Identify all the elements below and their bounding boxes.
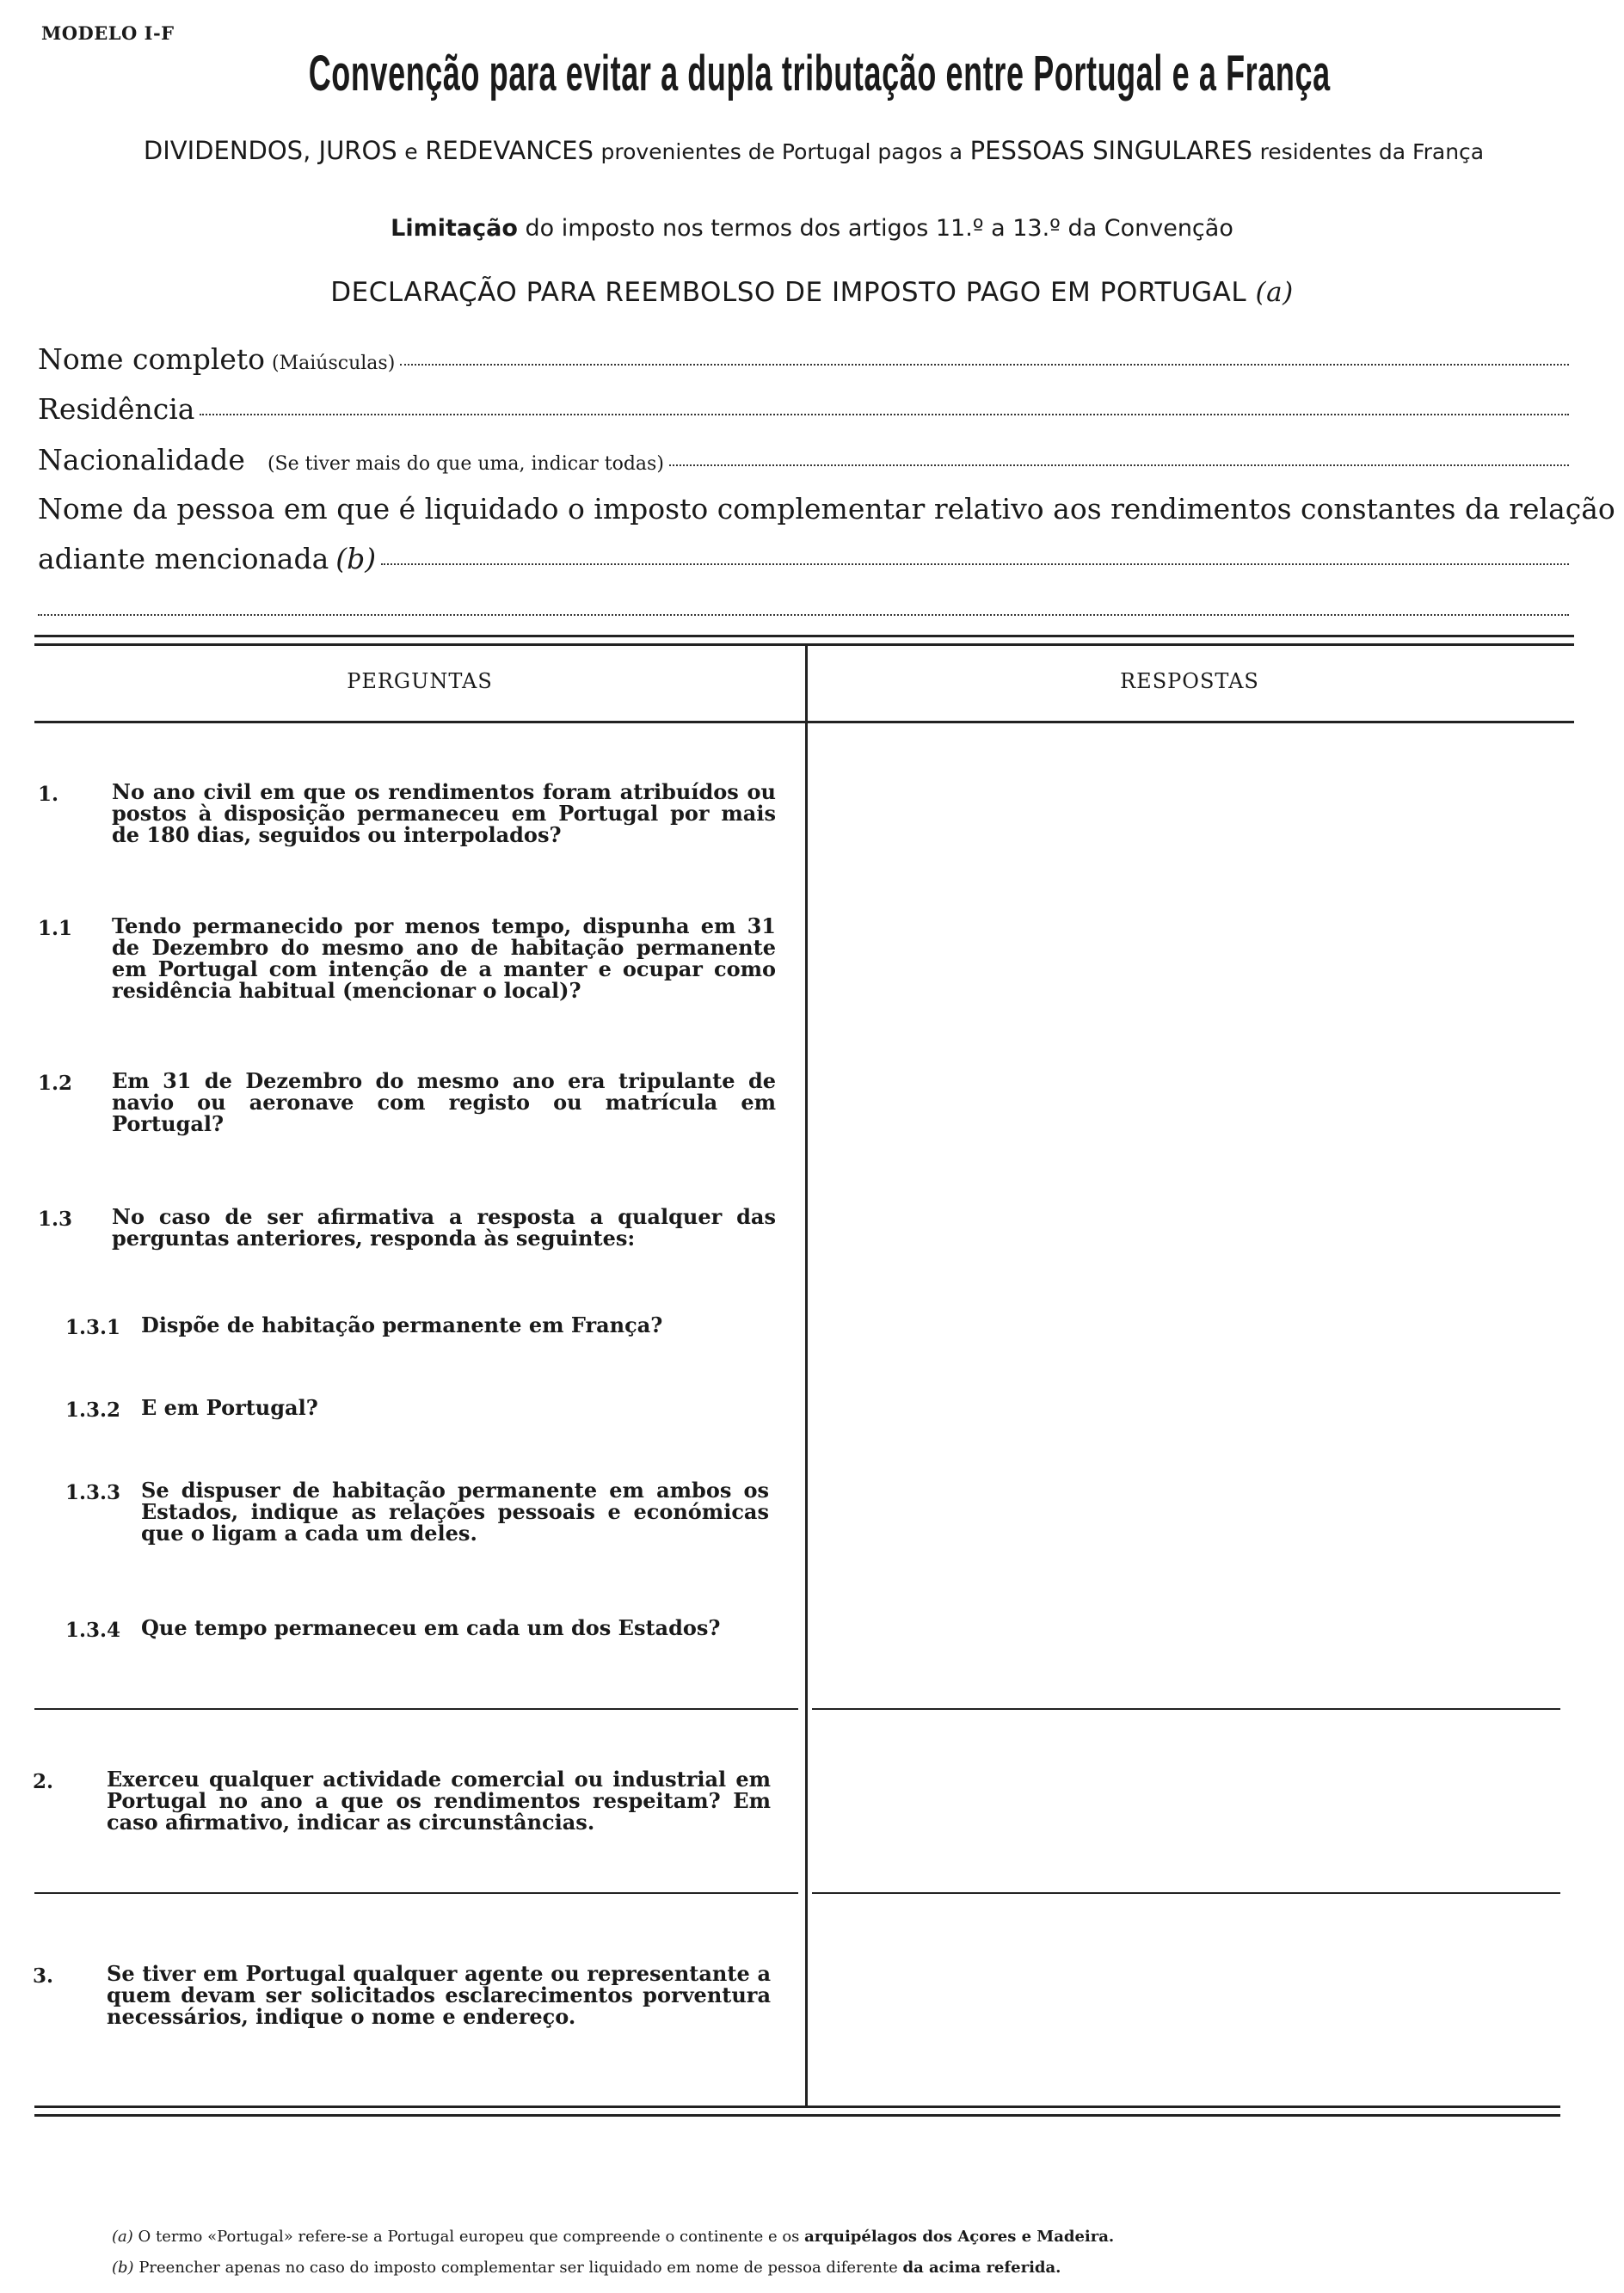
question-number: 1.3 [38, 1208, 73, 1231]
field-liquidated-person-input-line[interactable] [381, 563, 1569, 565]
question-text: Exerceu qualquer actividade comercial ou industrial em Portugal no ano a que os rendimentos respeitam? Em caso afirmativo, indicar as circunstâncias. [107, 1767, 771, 1835]
footnote-b-mark: (b) [112, 2259, 134, 2277]
field-residence-label: Residência [38, 392, 195, 426]
field-full-name-label: Nome completo [38, 342, 266, 376]
document-subtitle [34, 136, 1593, 165]
footnote-b-text: Preencher apenas no caso do imposto complementar ser liquidado em nome de pessoa diferente [138, 2259, 898, 2277]
field-nationality-note: (Se tiver mais do que uma, indicar todas) [267, 453, 664, 475]
question-number: 1.2 [38, 1072, 73, 1095]
field-liquidated-person-label: Nome da pessoa em que é liquidado o imposto complementar relativo aos rendimentos constantes da relação [38, 492, 1615, 526]
document-title: Convenção para evitar a dupla tributação entre Portugal e a França [308, 46, 1331, 101]
footnote-b-bold: da acima referida. [902, 2259, 1061, 2277]
question-text: Dispõe de habitação permanente em França? [141, 1312, 663, 1337]
question-text: No caso de ser afirmativa a resposta a qualquer das perguntas anteriores, responda às seguintes: [112, 1204, 776, 1251]
subtitle-connector: e [404, 139, 418, 164]
question-number: 1. [38, 783, 59, 806]
table-column-divider [805, 645, 808, 2107]
footnote-a-mark: (a) [112, 2228, 133, 2246]
subtitle-persons: PESSOAS SINGULARES [969, 136, 1252, 165]
question-number: 3. [33, 1964, 54, 1988]
field-nationality[interactable] [38, 443, 1569, 476]
answer-area-section-2[interactable] [812, 1713, 1560, 1889]
section-rule [34, 1892, 798, 1894]
section-rule [34, 1708, 798, 1710]
field-residence[interactable] [38, 392, 1569, 426]
answer-area-section-3[interactable] [812, 1897, 1560, 2100]
table-top-rule [34, 635, 1574, 637]
table-top-rule-2 [34, 643, 1574, 646]
column-header-questions: PERGUNTAS [347, 669, 493, 693]
question-number: 1.3.3 [65, 1481, 121, 1504]
limitation-bold: Limitação [391, 215, 518, 242]
subtitle-income-types: DIVIDENDOS, JUROS [143, 136, 397, 165]
field-liquidated-person-note: (b) [335, 542, 377, 575]
question-number: 1.3.4 [65, 1619, 121, 1642]
question-text: Tendo permanecido por menos tempo, dispunha em 31 de Dezembro do mesmo ano de habitação permanente em Portugal com intenção de a manter e ocupar como residência habitual (mencionar o local)? [112, 913, 776, 1003]
footnote-a-text: O termo «Portugal» refere-se a Portugal europeu que compreende o continente e os [138, 2228, 800, 2246]
field-full-name[interactable] [38, 342, 1569, 376]
limitation-text: do imposto nos termos dos artigos 11.º a 13.º da Convenção [525, 215, 1233, 242]
column-header-answers: RESPOSTAS [1120, 669, 1259, 693]
section-rule [812, 1892, 1560, 1894]
table-bottom-rule-2 [34, 2114, 1560, 2117]
declaration-heading [0, 277, 1624, 308]
footnote-b [112, 2259, 1061, 2277]
subtitle-residence: residentes da França [1259, 139, 1485, 164]
field-liquidated-person-label2: adiante mencionada [38, 542, 329, 575]
answer-area-section-1[interactable] [812, 728, 1560, 1705]
question-text: Em 31 de Dezembro do mesmo ano era tripulante de navio ou aeronave com registo ou matrícula em Portugal? [112, 1068, 776, 1136]
declaration-text: DECLARAÇÃO PARA REEMBOLSO DE IMPOSTO PAGO EM PORTUGAL [330, 277, 1247, 308]
field-extra-input-line[interactable] [38, 593, 1569, 616]
subtitle-royalties: REDEVANCES [425, 136, 594, 165]
table-bottom-rule [34, 2106, 1560, 2108]
limitation-line [0, 215, 1624, 242]
table-header-rule [34, 721, 1574, 723]
declaration-note: (a) [1255, 277, 1294, 308]
subtitle-origin: provenientes de Portugal pagos a [600, 139, 963, 164]
question-text: E em Portugal? [141, 1395, 318, 1420]
question-number: 1.3.2 [65, 1399, 121, 1422]
question-text: No ano civil em que os rendimentos foram atribuídos ou postos à disposição permaneceu em Portugal por mais de 180 dias, seguidos ou interpolados? [112, 779, 776, 847]
section-rule [812, 1708, 1560, 1710]
question-text: Que tempo permaneceu em cada um dos Estados? [141, 1615, 721, 1640]
field-full-name-input-line[interactable] [400, 364, 1569, 366]
field-liquidated-person-line1 [38, 492, 1615, 526]
field-full-name-note: (Maiúsculas) [272, 353, 396, 374]
question-number: 1.1 [38, 917, 73, 940]
question-number: 2. [33, 1770, 54, 1793]
field-nationality-label: Nacionalidade [38, 443, 245, 476]
footnote-a-bold: arquipélagos dos Açores e Madeira. [804, 2228, 1115, 2246]
field-residence-input-line[interactable] [200, 414, 1569, 415]
question-number: 1.3.1 [65, 1316, 121, 1339]
footnote-a [112, 2228, 1114, 2246]
question-text: Se tiver em Portugal qualquer agente ou representante a quem devam ser solicitados esclarecimentos porventura necessários, indique o nome e endereço. [107, 1961, 771, 2029]
field-liquidated-person[interactable] [38, 542, 1569, 575]
model-code: MODELO I-F [41, 22, 175, 44]
field-nationality-input-line[interactable] [669, 464, 1569, 466]
question-text: Se dispuser de habitação permanente em ambos os Estados, indique as relações pessoais e económicas que o ligam a cada um deles. [141, 1478, 769, 1546]
